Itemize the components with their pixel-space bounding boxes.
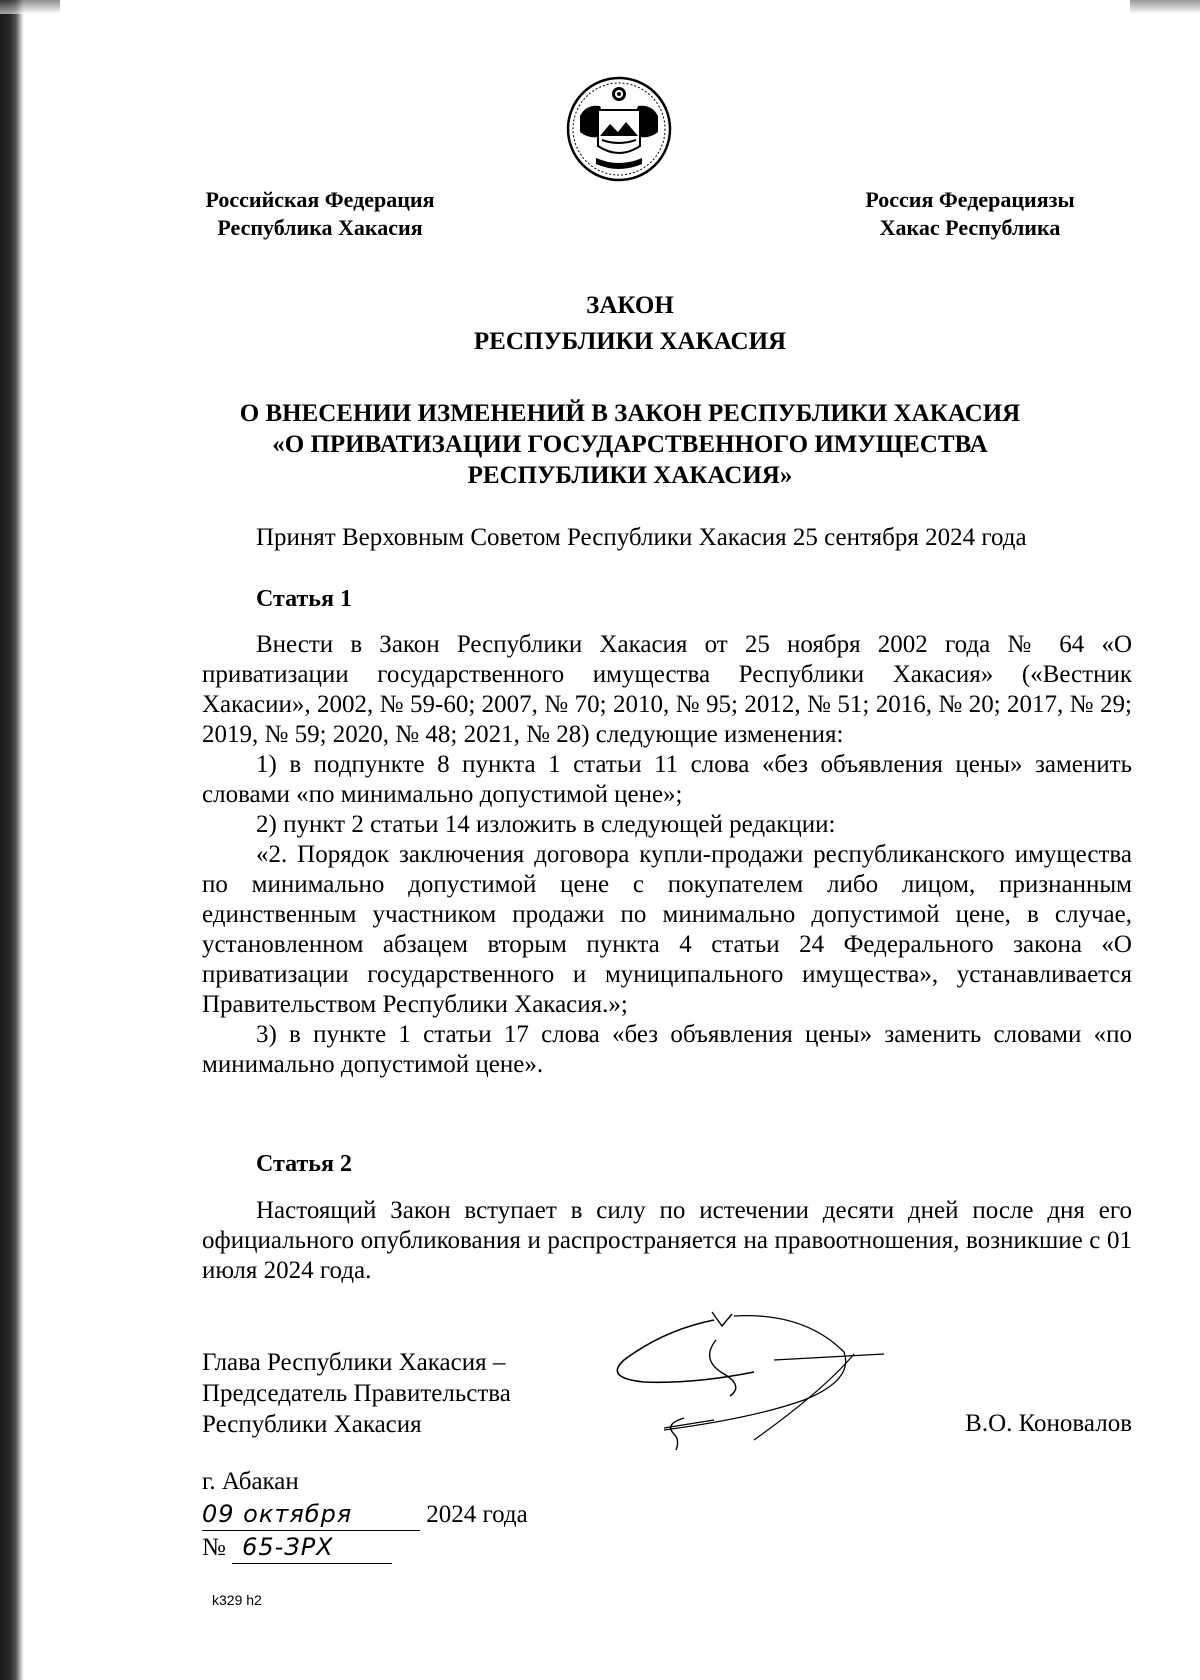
year: 2024 года <box>426 1501 528 1528</box>
law-title-republic: РЕСПУБЛИКИ ХАКАСИЯ <box>473 328 787 355</box>
law-subject-line1: О ВНЕСЕНИИ ИЗМЕНЕНИЙ В ЗАКОН РЕСПУБЛИКИ ХАКАСИЯ <box>239 400 1021 427</box>
city: г. Абакан <box>202 1468 299 1495</box>
article-1-heading: Статья 1 <box>256 586 352 612</box>
header-right <box>840 186 1100 242</box>
article-2-body <box>202 1196 1132 1286</box>
handwritten-number: 65-ЗРХ <box>232 1531 392 1564</box>
signatory-position-line1: Глава Республики Хакасия – <box>202 1349 506 1376</box>
law-subject-line3: РЕСПУБЛИКИ ХАКАСИЯ» <box>467 462 793 489</box>
signatory-position <box>202 1347 511 1440</box>
header-right-line1: Россия Федерациязы <box>865 187 1075 212</box>
handwritten-signature <box>604 1300 904 1460</box>
article-2-heading: Статья 2 <box>256 1151 352 1177</box>
header-right-line2: Хакас Республика <box>879 215 1061 240</box>
signatory-name: В.О. Коновалов <box>965 1410 1132 1437</box>
article-1-body <box>202 630 1132 1080</box>
scan-edge-shadow <box>0 0 24 1680</box>
scan-corner-artifact <box>0 0 60 14</box>
place-date-number <box>202 1466 528 1564</box>
law-subject-line2: «О ПРИВАТИЗАЦИИ ГОСУДАРСТВЕННОГО ИМУЩЕСТВА <box>272 431 988 458</box>
header-left <box>180 186 460 242</box>
handwritten-date: 09 октября <box>202 1498 420 1531</box>
law-title: ЗАКОН <box>586 292 674 319</box>
article-2-paragraph: Настоящий Закон вступает в силу по истечении десяти дней после дня его официального опубликования и распространяется на правоотношения, возникшие с 01 июля 2024 года. <box>202 1197 1132 1284</box>
article-1-paragraph: 3) в пункте 1 статьи 17 слова «без объявления цены» заменить словами «по минимально допустимой цене». <box>202 1021 1132 1078</box>
document-reference-code: k329 h2 <box>212 1592 262 1608</box>
adoption-note: Принят Верховным Советом Республики Хакасия 25 сентября 2024 года <box>256 524 1027 551</box>
law-subject <box>180 398 1080 491</box>
article-1-paragraph: «2. Порядок заключения договора купли-продажи республиканского имущества по минимально допустимой цене с покупателем либо лицом, признанным единственным участником продажи по минимально допустимой цене, в случае, установленном абзацем вторым пункта 4 статьи 24 Федерального закона «О приватизации государственного и муниципального имущества», устанавливается Правительством Республики Хакасия.»; <box>202 841 1132 1018</box>
article-1-paragraph: 1) в подпункте 8 пункта 1 статьи 11 слова «без объявления цены» заменить словами «по минимально допустимой цене»; <box>202 751 1132 808</box>
article-1-paragraph: Внести в Закон Республики Хакасия от 25 ноября 2002 года № 64 «О приватизации государственного имущества Республики Хакасия» («Вестник Хакасии», 2002, № 59-60; 2007, № 70; 2010, № 95; 2012, № 51; 2016, № 20; 2017, № 29; 2019, № 59; 2020, № 48; 2021, № 28) следующие изменения: <box>202 631 1132 748</box>
header-left-line1: Российская Федерация <box>205 187 435 212</box>
number-prefix: № <box>202 1534 226 1561</box>
date-line <box>202 1498 528 1531</box>
article-1-paragraph: 2) пункт 2 статьи 14 изложить в следующей редакции: <box>256 811 836 838</box>
signatory-position-line2: Председатель Правительства <box>202 1380 511 1407</box>
scan-corner-artifact <box>1130 0 1200 14</box>
signatory-position-line3: Республики Хакасия <box>202 1411 422 1438</box>
coat-of-arms-emblem <box>566 76 672 182</box>
number-line <box>202 1531 528 1564</box>
header-left-line2: Республика Хакасия <box>217 215 423 240</box>
